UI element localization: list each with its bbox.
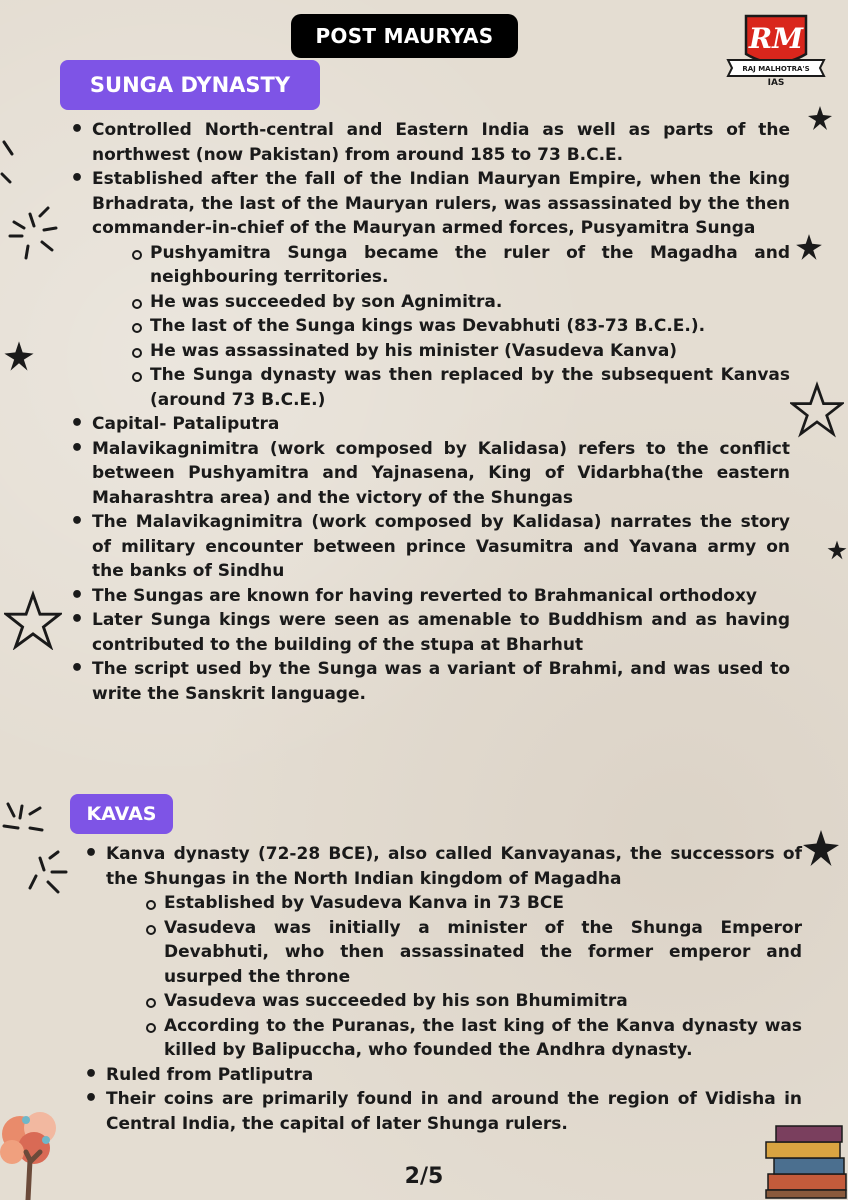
sub-list xyxy=(106,891,802,1063)
list-item xyxy=(80,842,802,1063)
list-item xyxy=(66,412,790,437)
star-outline-doodle-icon xyxy=(4,590,62,650)
star-doodle-icon xyxy=(2,338,36,374)
item-text: The Malavikagnimitra (work composed by Kalidasa) narrates the story of military encounter between prince Vasumitra and Yavana army on the banks of Sindhu xyxy=(92,512,790,581)
sub-item-text: The last of the Sunga kings was Devabhuti (83-73 B.C.E.). xyxy=(150,316,706,336)
list-item xyxy=(66,167,790,412)
star-doodle-icon xyxy=(794,232,824,262)
list-item xyxy=(66,584,790,609)
sunga-dynasty-heading: SUNGA DYNASTY xyxy=(60,60,320,110)
star-doodle-icon xyxy=(826,538,848,562)
sub-item-text: Pushyamitra Sunga became the ruler of the Magadha and neighbouring territories. xyxy=(150,242,790,287)
list-item xyxy=(66,510,790,584)
star-doodle-icon xyxy=(800,826,842,870)
sub-list-item xyxy=(92,339,790,364)
sub-list-item xyxy=(92,314,790,339)
item-text: Malavikagnimitra (work composed by Kalidasa) refers to the conflict between Pushyamitra and Yajnasena, King of Vidarbha(the eastern Maharashtra area) and the victory of the Shungas xyxy=(92,438,790,508)
list-item xyxy=(66,437,790,511)
sub-list-item xyxy=(92,363,790,412)
list-item xyxy=(66,608,790,657)
sub-item-text: Vasudeva was succeeded by his son Bhumimitra xyxy=(164,991,628,1011)
raj-malhotra-ias-logo xyxy=(724,12,828,86)
item-text: Their coins are primarily found in and around the region of Vidisha in Central India, the capital of later Shunga rulers. xyxy=(106,1089,802,1134)
kavas-heading: KAVAS xyxy=(70,794,173,834)
item-text: The Sungas are known for having reverted to Brahmanical orthodoxy xyxy=(92,585,758,606)
sub-item-text: Established by Vasudeva Kanva in 73 BCE xyxy=(164,893,564,913)
sub-item-text: According to the Puranas, the last king of the Kanva dynasty was killed by Balipuccha, who founded the Andhra dynasty. xyxy=(164,1015,802,1060)
tree-illustration-icon xyxy=(0,1100,62,1200)
list-item xyxy=(66,118,790,167)
books-stack-icon xyxy=(762,1116,848,1200)
item-text: Capital- Pataliputra xyxy=(92,414,280,434)
sunga-dynasty-list xyxy=(66,118,790,706)
sub-list xyxy=(92,241,790,413)
list-item xyxy=(80,1063,802,1088)
kavas-list xyxy=(80,842,802,1136)
sub-list-item xyxy=(92,241,790,290)
page-number: 2/5 xyxy=(404,1164,444,1189)
item-text: Controlled North-central and Eastern India as well as parts of the northwest (now Pakistan) from around 185 to 73 B.C.E. xyxy=(92,120,790,165)
item-text: Later Sunga kings were seen as amenable to Buddhism and as having contributed to the building of the stupa at Bharhut xyxy=(92,610,790,655)
list-item xyxy=(66,657,790,706)
item-text: The script used by the Sunga was a variant of Brahmi, and was used to write the Sanskrit language. xyxy=(92,659,790,704)
sub-list-item xyxy=(92,290,790,315)
item-text: Ruled from Patliputra xyxy=(106,1064,314,1085)
logo-letters: RM xyxy=(748,22,804,55)
logo-sub: IAS xyxy=(767,78,785,86)
sub-list-item xyxy=(106,916,802,990)
item-text: Kanva dynasty (72-28 BCE), also called Kanvayanas, the successors of the Shungas in the North Indian kingdom of Magadha xyxy=(106,844,802,889)
burst-doodle-icon xyxy=(0,130,60,270)
sub-item-text: He was succeeded by son Agnimitra. xyxy=(150,291,503,312)
burst-doodle-icon xyxy=(0,800,72,900)
sub-list-item xyxy=(106,989,802,1014)
list-item xyxy=(80,1087,802,1136)
sub-item-text: He was assassinated by his minister (Vasudeva Kanva) xyxy=(150,340,678,361)
page-title: POST MAURYAS xyxy=(291,14,518,58)
sub-list-item xyxy=(106,1014,802,1063)
sub-item-text: Vasudeva was initially a minister of the Shunga Emperor Devabhuti, who then assassinated the former emperor and usurped the throne xyxy=(164,917,802,987)
sub-item-text: The Sunga dynasty was then replaced by the subsequent Kanvas (around 73 B.C.E.) xyxy=(150,365,790,410)
item-text: Established after the fall of the Indian Mauryan Empire, when the king Brhadrata, the last of the Mauryan rulers, was assassinated by the then commander-in-chief of the Mauryan armed forces, Pusyamitra Sunga xyxy=(92,169,790,238)
sub-list-item xyxy=(106,891,802,916)
star-doodle-icon xyxy=(806,104,834,132)
logo-ribbon: RAJ MALHOTRA'S xyxy=(742,65,810,73)
star-outline-doodle-icon xyxy=(790,380,844,438)
